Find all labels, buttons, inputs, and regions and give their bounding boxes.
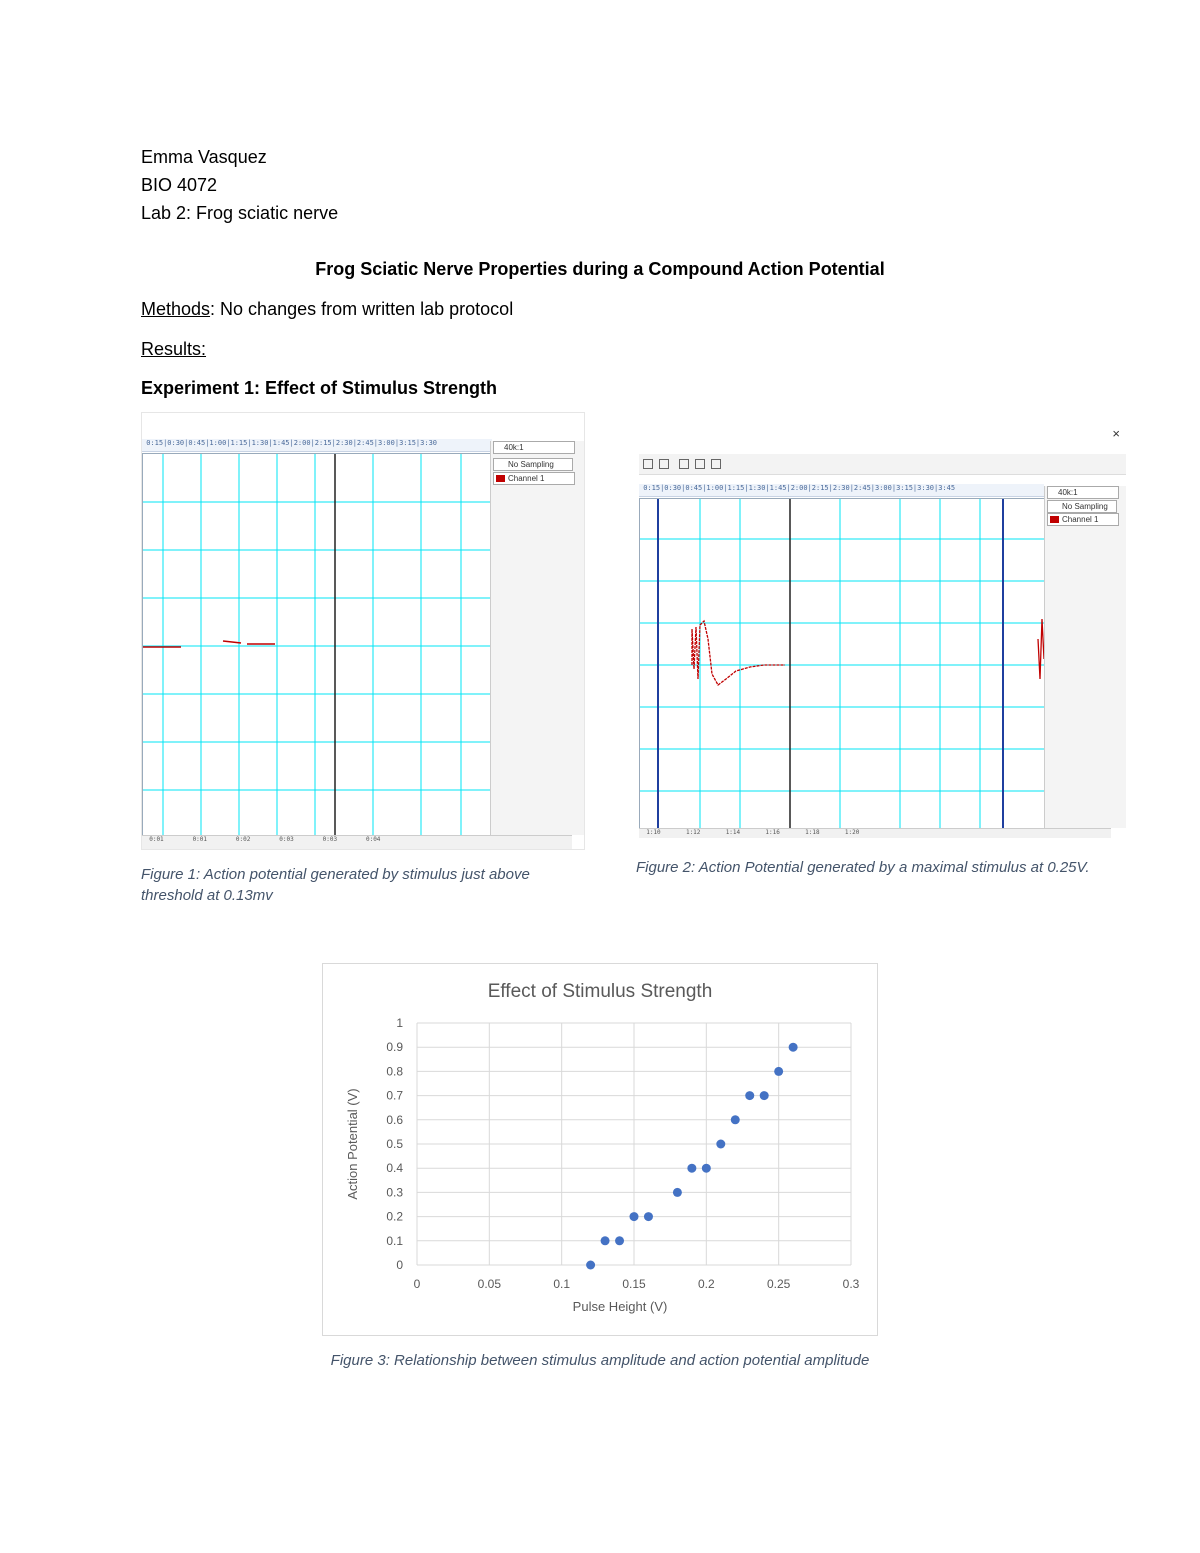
lab-title: Lab 2: Frog sciatic nerve — [141, 203, 339, 223]
toolbar-icon-5[interactable] — [711, 459, 721, 469]
data-point — [601, 1236, 610, 1245]
figure1-zoom[interactable]: 40k:1 — [493, 441, 575, 454]
data-point — [673, 1188, 682, 1197]
toolbar-icon-1[interactable] — [643, 459, 653, 469]
figure2-screenshot — [639, 426, 1126, 838]
data-point — [644, 1212, 653, 1221]
y-tick-label: 0.3 — [386, 1185, 403, 1200]
toolbar-icon-4[interactable] — [695, 459, 705, 469]
data-point — [774, 1067, 783, 1076]
y-tick-label: 0 — [396, 1258, 403, 1272]
experiment1-heading: Experiment 1: Effect of Stimulus Strength — [141, 378, 498, 398]
figure2-grid — [640, 499, 1045, 829]
figure1-caption: Figure 1: Action potential generated by stimulus just above threshold at 0.13mv — [141, 866, 530, 904]
methods-line — [141, 298, 513, 320]
chart-grid — [417, 1023, 851, 1265]
figure2-sampling-dropdown[interactable]: No Sampling — [1047, 500, 1117, 513]
data-point — [789, 1043, 798, 1052]
x-axis-label: Pulse Height (V) — [572, 1299, 668, 1314]
figure1-side-panel — [490, 441, 585, 835]
figure2-trace-svg — [640, 499, 1045, 829]
course-code: BIO 4072 — [141, 175, 218, 195]
methods-label: Methods — [141, 299, 211, 319]
y-tick-label: 0.9 — [386, 1040, 403, 1055]
figure2-caption: Figure 2: Action Potential generated by a maximal stimulus at 0.25V. — [636, 859, 1090, 876]
window-close-icon[interactable]: × — [1112, 426, 1120, 441]
report-title: Frog Sciatic Nerve Properties during a Compound Action Potential — [315, 259, 885, 279]
data-point — [760, 1091, 769, 1100]
data-point — [716, 1140, 725, 1149]
author-name: Emma Vasquez — [141, 147, 267, 167]
figure2-side-panel — [1044, 486, 1126, 828]
data-point — [731, 1115, 740, 1124]
figure1-plot-area[interactable] — [142, 453, 492, 837]
figure2-toolbar — [639, 454, 1126, 475]
data-point — [615, 1236, 624, 1245]
y-tick-label: 0.7 — [386, 1088, 403, 1103]
x-tick-label: 0.3 — [842, 1277, 860, 1291]
x-tick-label: 0.1 — [553, 1277, 571, 1291]
figure2-zoom[interactable]: 40k:1 — [1047, 486, 1119, 499]
chart-title: Effect of Stimulus Strength — [487, 981, 713, 1002]
figure1-screenshot — [141, 412, 585, 850]
data-point — [586, 1261, 595, 1270]
x-tick-label: 0.15 — [622, 1277, 646, 1291]
figure1-channel-label: Channel 1 — [508, 474, 545, 483]
figure2-trace — [692, 621, 785, 685]
y-tick-label: 0.8 — [386, 1064, 403, 1079]
y-tick-label: 0.5 — [386, 1137, 403, 1151]
toolbar-icon-3[interactable] — [679, 459, 689, 469]
x-tick-label: 0.25 — [766, 1277, 791, 1291]
data-point — [745, 1091, 754, 1100]
figure2-time-axis: 1:10 1:12 1:14 1:16 1:18 1:20 — [639, 828, 1111, 838]
data-point — [702, 1164, 711, 1173]
x-tick-label: 0.2 — [697, 1277, 715, 1291]
figure2-channel-label: Channel 1 — [1062, 515, 1099, 524]
methods-text: : No changes from written lab protocol — [210, 299, 514, 319]
data-point — [630, 1212, 639, 1221]
figure2-time-ruler: 0:15|0:30|0:45|1:00|1:15|1:30|1:45|2:00|2:15|2:30|2:45|3:00|3:15|3:30|3:45 — [639, 484, 1044, 497]
figure1-sampling-dropdown[interactable]: No Sampling — [493, 458, 573, 471]
data-point — [687, 1164, 696, 1173]
channel-color-swatch — [496, 475, 505, 482]
figure1-channel-select[interactable] — [493, 472, 575, 485]
toolbar-icon-2[interactable] — [659, 459, 669, 469]
y-tick-label: 0.2 — [386, 1209, 403, 1224]
results-label: Results: — [141, 339, 207, 359]
channel-color-swatch — [1050, 516, 1059, 523]
figure3-scatter-chart — [323, 964, 877, 1335]
figure1-time-ruler: 0:15|0:30|0:45|1:00|1:15|1:30|1:45|2:00|2:15|2:30|2:45|3:00|3:15|3:30 — [142, 439, 492, 452]
y-tick-label: 0.6 — [386, 1112, 403, 1127]
y-tick-label: 0.1 — [386, 1233, 403, 1248]
y-axis-label: Action Potential (V) — [345, 1088, 360, 1200]
y-tick-label: 1 — [396, 1016, 403, 1030]
figure2-channel-select[interactable] — [1047, 513, 1119, 526]
y-axis-ticks — [386, 1016, 403, 1272]
figure2-plot-area[interactable] — [639, 498, 1046, 830]
figure1-time-axis: 0:01 0:01 0:02 0:03 0:03 0:04 — [142, 835, 572, 850]
data-points — [586, 1043, 798, 1270]
figure1-trace-svg — [143, 454, 491, 836]
figure3-chart-frame — [322, 963, 878, 1336]
x-axis-ticks — [414, 1277, 860, 1291]
x-tick-label: 0 — [413, 1277, 421, 1291]
figure3-caption: Figure 3: Relationship between stimulus amplitude and action potential amplitude — [330, 1352, 870, 1369]
figure1-grid — [143, 454, 491, 836]
x-tick-label: 0.05 — [477, 1277, 502, 1291]
y-tick-label: 0.4 — [386, 1161, 403, 1176]
